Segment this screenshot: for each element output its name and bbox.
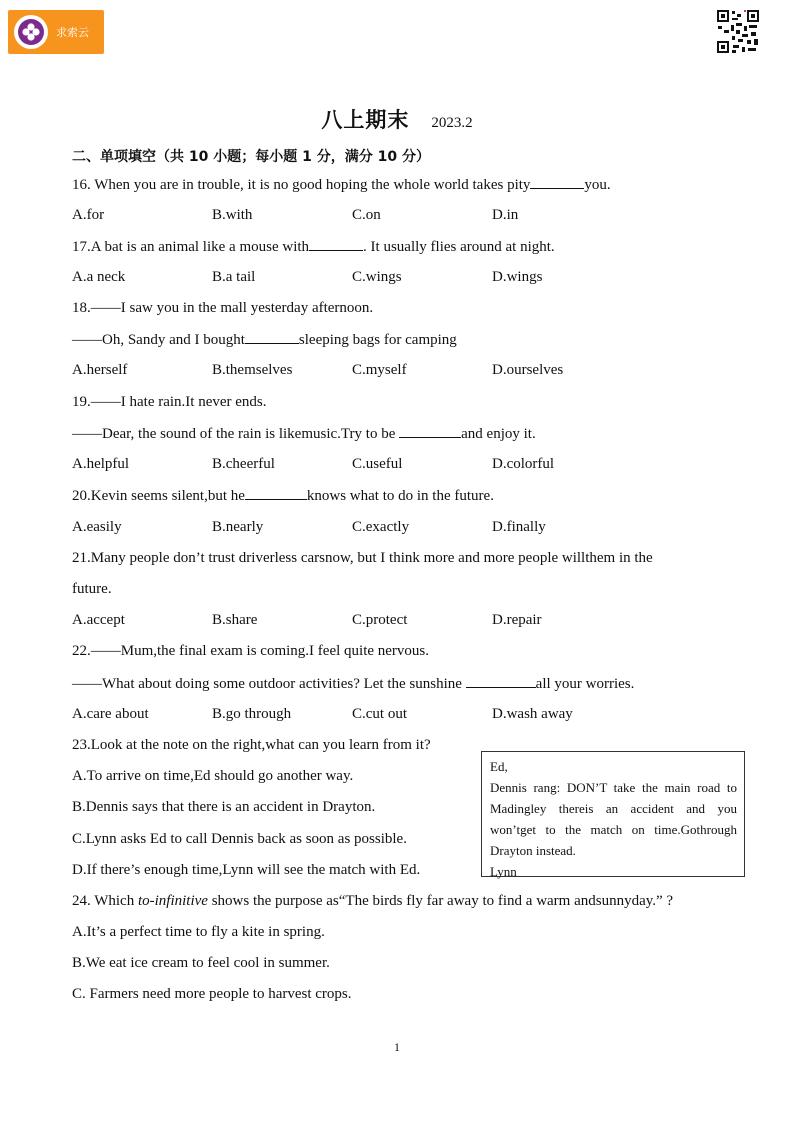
q22-option-b: B.go through (212, 706, 292, 722)
q20-option-b: B.nearly (212, 519, 264, 535)
q18-option-d: D.ourselves (492, 362, 564, 378)
q24-option-c: C. Farmers need more people to harvest crops. (72, 986, 352, 1002)
answer-blank (466, 675, 536, 688)
qr-code-icon (716, 8, 760, 54)
question-20-stem: 20.Kevin seems silent,but he knows what to do in the future. (72, 488, 494, 504)
q20-option-a: A.easily (72, 519, 122, 535)
q23-option-d: D.If there’s enough time,Lynn will see the match with Ed. (72, 862, 421, 878)
q23-option-c: C.Lynn asks Ed to call Dennis back as soon as possible. (72, 831, 407, 847)
answer-blank (245, 331, 299, 344)
q18-option-a: A.herself (72, 362, 128, 378)
document-title (0, 104, 794, 134)
q19-option-a: A.helpful (72, 456, 130, 472)
note-greeting: Ed, (490, 759, 508, 774)
q16-option-b: B.with (212, 207, 253, 223)
q16-option-d: D.in (492, 207, 519, 223)
question-19-line2: ——Dear, the sound of the rain is likemusic.Try to be and enjoy it. (72, 426, 536, 442)
question-18-line2: ——Oh, Sandy and I bought sleeping bags for camping (72, 332, 457, 348)
note-box (481, 751, 745, 877)
answer-blank (309, 238, 363, 251)
question-19-line1: 19.——I hate rain.It never ends. (72, 394, 267, 410)
q20-option-d: D.finally (492, 519, 546, 535)
q22-option-d: D.wash away (492, 706, 573, 722)
logo-text: 求索云 (56, 26, 89, 39)
q23-option-b: B.Dennis says that there is an accident in Drayton. (72, 799, 376, 815)
clover-icon (14, 15, 48, 49)
page-number: 1 (394, 1040, 400, 1054)
q21-option-c: C.protect (352, 612, 408, 628)
q22-option-c: C.cut out (352, 706, 407, 722)
question-23-stem: 23.Look at the note on the right,what can you learn from it? (72, 737, 431, 753)
question-18-line1: 18.——I saw you in the mall yesterday afternoon. (72, 300, 374, 316)
q22-option-a: A.care about (72, 706, 149, 722)
question-17-stem: 17.A bat is an animal like a mouse with . It usually flies around at night. (72, 239, 555, 255)
q21-option-a: A.accept (72, 612, 125, 628)
q19-option-d: D.colorful (492, 456, 555, 472)
q17-option-c: C.wings (352, 269, 402, 285)
question-21-line2: future. (72, 581, 112, 597)
q16-option-a: A.for (72, 207, 105, 223)
q17-option-d: D.wings (492, 269, 543, 285)
title-year: 2023.2 (431, 115, 473, 131)
answer-blank (399, 425, 461, 438)
question-16-stem: 16. When you are in trouble, it is no good hoping the whole world takes pity you. (72, 177, 611, 193)
q21-option-b: B.share (212, 612, 258, 628)
question-22-line1: 22.——Mum,the final exam is coming.I feel quite nervous. (72, 643, 430, 659)
q21-option-d: D.repair (492, 612, 542, 628)
q23-option-a: A.To arrive on time,Ed should go another way. (72, 768, 354, 784)
question-22-line2: ——What about doing some outdoor activities? Let the sunshine all your worries. (72, 676, 635, 692)
q19-option-b: B.cheerful (212, 456, 275, 472)
answer-blank (530, 176, 584, 189)
question-24-stem: 24. Which to-infinitive shows the purpose as“The birds fly far away to find a warm andsunnyday.” ? (72, 893, 674, 909)
title-main: 八上期末 (321, 108, 410, 132)
q18-option-b: B.themselves (212, 362, 293, 378)
question-21-line1: 21.Many people don’t trust driverless carsnow, but I think more and more people willthem in the (72, 550, 653, 566)
q16-option-c: C.on (352, 207, 381, 223)
answer-blank (245, 487, 307, 500)
note-body: Dennis rang: DON’T take the main road to Madingley thereis an accident and you won’tget to the match on time.Gothrough Drayton instead. (490, 780, 737, 858)
q18-option-c: C.myself (352, 362, 407, 378)
section-heading: 二、单项填空（共 10 小题；每小题 1 分，满分 10 分） (72, 149, 430, 165)
note-signature: Lynn (490, 864, 517, 879)
q24-option-b: B.We eat ice cream to feel cool in summer. (72, 955, 330, 971)
q20-option-c: C.exactly (352, 519, 410, 535)
q24-option-a: A.It’s a perfect time to fly a kite in spring. (72, 924, 325, 940)
q19-option-c: C.useful (352, 456, 403, 472)
brand-logo (8, 10, 104, 54)
q17-option-b: B.a tail (212, 269, 256, 285)
q17-option-a: A.a neck (72, 269, 126, 285)
